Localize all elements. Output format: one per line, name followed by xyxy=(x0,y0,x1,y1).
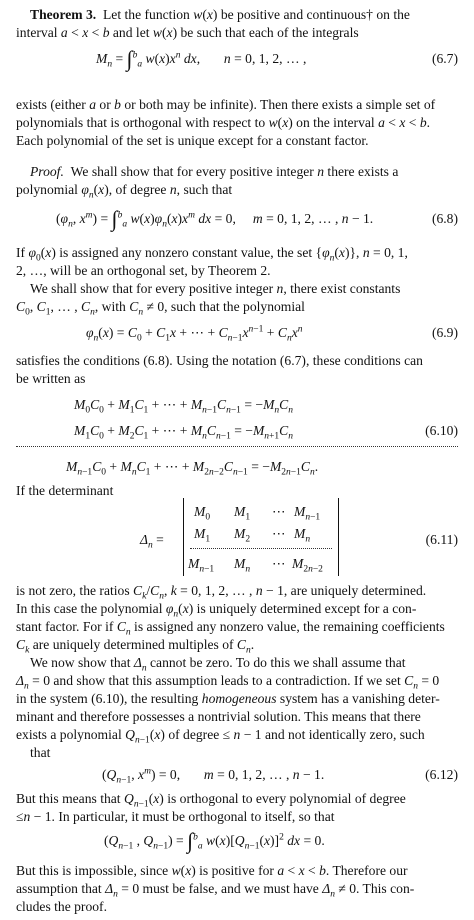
proof-line-5: We shall show that for every positive integer n, there exist constants xyxy=(30,281,401,296)
proof-line-20: But this means that $Q_{n-1}(x)$ is orthogonal to every polynomial of degree xyxy=(16,791,406,810)
det-cell: ⋯ xyxy=(272,556,286,571)
theorem-line-2: interval a < x < b and let w(x) be such that each of the integrals xyxy=(16,25,359,40)
equation-number-6-7: (6.7) xyxy=(431,51,458,66)
proof-line-18: exists a polynomial $Q_{n-1}(x)$ of degree ≤ n − 1 and not identically zero, such xyxy=(16,727,425,746)
equation-6-9: $\varphi_n(x) = C_0 + C_1x$ + ⋯ + $C_{n-1}x^{n-1} + C_nx^n$ xyxy=(86,324,303,344)
det-dotted-row xyxy=(190,548,332,549)
det-cell: $M_{n-1}$ xyxy=(294,504,321,523)
proof-line-14: We now show that $\Delta_n$ cannot be zero. To do this we shall assume that xyxy=(30,655,406,674)
equation-6-7: $M_n = \int^b_a$ $w(x)x^n$ dx, n = 0, 1, 2, … , xyxy=(96,46,307,71)
proof-line-15: $\Delta_n = 0$ and show that this assumption leads to a contradiction. If we set $C_n = 0$ xyxy=(16,673,440,692)
system-row-1: $M_0C_0 + M_1C_1$ + ⋯ + $M_{n-1}C_{n-1} = -M_nC_n$ xyxy=(74,397,293,416)
proof-line-24: cludes the proof. xyxy=(16,899,107,914)
det-cell: $M_0$ xyxy=(194,504,211,523)
proof-line-13: $C_k$ are uniquely determined multiples of $C_n$. xyxy=(16,637,255,656)
det-cell: $M_{n-1}$ xyxy=(188,556,215,575)
det-cell: $M_{2n-2}$ xyxy=(292,556,323,575)
proof-line-2: polynomial $\varphi_n(x)$, of degree n, such that xyxy=(16,182,233,201)
system-row-2: $M_1C_0 + M_2C_1$ + ⋯ + $M_nC_{n-1} = -M_{n+1}C_n$ xyxy=(74,423,293,442)
proof-line-8: be written as xyxy=(16,371,86,386)
equation-number-6-12: (6.12) xyxy=(425,767,458,782)
equation-number-6-10: (6.10) xyxy=(425,423,458,438)
proof-line-9: If the determinant xyxy=(16,483,114,498)
proof-line-7: satisfies the conditions (6.8). Using the notation (6.7), these conditions can xyxy=(16,353,423,368)
theorem-label: Theorem 3. xyxy=(30,7,97,22)
theorem-line-1: Theorem 3. Let the function w(x) be positive and continuous† on the xyxy=(30,7,410,22)
proof-line-1: Proof. We shall show that for every positive integer n there exists a xyxy=(30,164,399,179)
equation-final: ($Q_{n-1}$ , $Q_{n-1}) = \int^b_a$ $w(x)[Q_{n-1}(x)]^2$ dx = 0. xyxy=(104,828,325,853)
proof-line-21: ≤n − 1. In particular, it must be orthogonal to itself, so that xyxy=(16,809,335,824)
proof-line-22: But this is impossible, since w(x) is positive for a < x < b. Therefore our xyxy=(16,863,408,878)
proof-line-10: is not zero, the ratios $C_k/C_n$, k = 0, 1, 2, … , n − 1, are uniquely determined. xyxy=(16,583,427,602)
proof-label: Proof. xyxy=(30,164,64,179)
proof-line-17: minant and therefore possesses a nontrivial solution. This means that there xyxy=(16,709,421,724)
proof-line-4: 2, …, will be an orthogonal set, by Theorem 2. xyxy=(16,263,271,278)
det-cell: ⋯ xyxy=(272,504,286,519)
theorem-line-4: polynomials that is orthogonal with respect to w(x) on the interval a < x < b. xyxy=(16,115,431,130)
det-cell: ⋯ xyxy=(272,526,286,541)
det-cell: $M_1$ xyxy=(194,526,211,545)
equation-number-6-11: (6.11) xyxy=(425,532,458,547)
det-cell: $M_2$ xyxy=(234,526,251,545)
det-cell: $M_n$ xyxy=(234,556,251,575)
equation-number-6-9: (6.9) xyxy=(431,325,458,340)
proof-line-3: If $\varphi_0(x)$ is assigned any nonzero constant value, the set $\{\varphi_n(x)\}$, n = 0, 1, xyxy=(16,245,408,264)
proof-line-19: that xyxy=(30,745,51,760)
equation-6-12: ($Q_{n-1}$, $x^m) = 0$, m = 0, 1, 2, … , n − 1. xyxy=(102,766,325,786)
theorem-line-5: Each polynomial of the set is unique except for a constant factor. xyxy=(16,133,369,148)
proof-line-11: In this case the polynomial $\varphi_n(x)$ is uniquely determined except for a con- xyxy=(16,601,417,620)
det-cell: $M_n$ xyxy=(294,526,311,545)
det-cell: $M_1$ xyxy=(234,504,251,523)
dotted-separator xyxy=(16,446,458,448)
determinant-label: $\Delta_n$ = xyxy=(140,532,164,551)
determinant-matrix xyxy=(183,498,339,576)
system-row-3: $M_{n-1}C_0 + M_nC_1$ + ⋯ + $M_{2n-2}C_{n-1} = -M_{2n-1}C_n$. xyxy=(66,459,319,478)
equation-6-8: ($\varphi_n$, $x^m) = \int^b_a$ $w(x)\varphi_n(x)x^m$ dx = 0, m = 0, 1, 2, … , n − 1. xyxy=(56,206,374,231)
theorem-line-3: exists (either a or b or both may be infinite). Then there exists a simple set of xyxy=(16,97,436,112)
proof-line-6: $C_0$, $C_1$, … , $C_n$, with $C_n \ne 0$, such that the polynomial xyxy=(16,299,305,318)
equation-number-6-8: (6.8) xyxy=(431,211,458,226)
proof-line-16: in the system (6.10), the resulting homogeneous system has a vanishing deter- xyxy=(16,691,440,706)
proof-line-12: stant factor. For if $C_n$ is assigned any nonzero value, the remaining coefficients xyxy=(16,619,445,638)
proof-line-23: assumption that $\Delta_n = 0$ must be false, and we must have $\Delta_n \ne 0$. This con- xyxy=(16,881,415,900)
